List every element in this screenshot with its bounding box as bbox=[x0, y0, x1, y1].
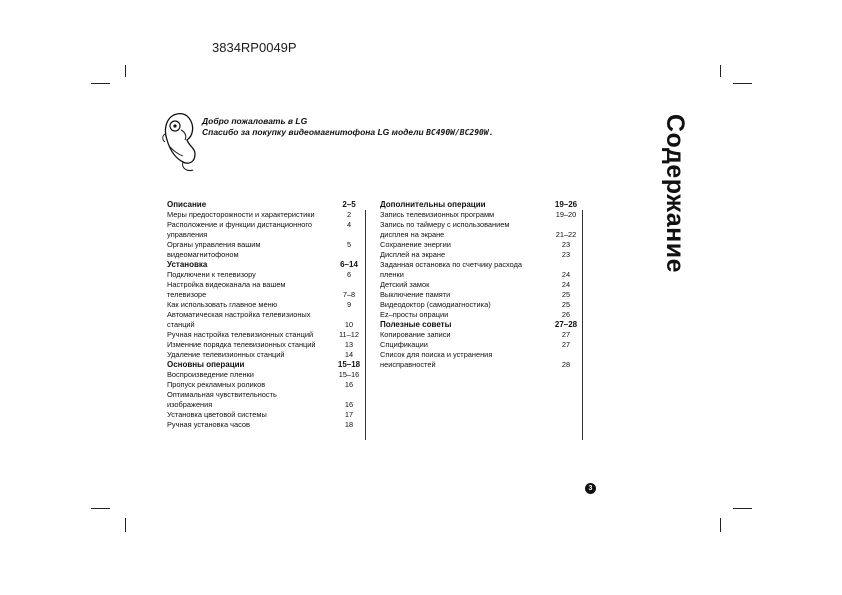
toc-page-number: 23 bbox=[561, 240, 571, 249]
toc-entry-title: Как использовать главное меню bbox=[167, 300, 278, 309]
toc-entry bbox=[380, 360, 580, 370]
toc-entry bbox=[167, 400, 362, 410]
toc-entry bbox=[167, 330, 362, 340]
toc-page-number: 19–20 bbox=[555, 210, 577, 219]
toc-page-number: 15–16 bbox=[338, 370, 360, 379]
toc-page-number: 7–8 bbox=[342, 290, 356, 299]
toc-page-number: 25 bbox=[561, 300, 571, 309]
toc-entry bbox=[380, 220, 580, 230]
toc-page-number: 9 bbox=[346, 300, 352, 309]
toc-entry-title: Заданная остановка по счетчику расхода bbox=[380, 260, 523, 269]
crop-mark-tl-h bbox=[91, 83, 110, 84]
welcome-line: Добро пожаловать в LG bbox=[202, 116, 308, 126]
toc-page-number: 6 bbox=[346, 270, 352, 279]
toc-entry-title: Воспроизведение пленки bbox=[167, 370, 254, 379]
toc-entry-title: изображения bbox=[167, 400, 213, 409]
toc-entry bbox=[167, 340, 362, 350]
toc-entry bbox=[167, 350, 362, 360]
toc-section-heading bbox=[380, 320, 580, 330]
toc-page-number: 15–18 bbox=[337, 360, 361, 369]
toc-entry-title: Видеодоктор (самодиагностика) bbox=[380, 300, 491, 309]
toc-page-number: 23 bbox=[561, 250, 571, 259]
toc-entry-title: Список для поиска и устранения bbox=[380, 350, 493, 359]
toc-entry bbox=[167, 210, 362, 220]
toc-entry-title: Установка bbox=[167, 260, 208, 269]
toc-entry-title: Ручная настройка телевизионных станций bbox=[167, 330, 314, 339]
toc-page-number: 27 bbox=[561, 340, 571, 349]
toc-entry bbox=[380, 340, 580, 350]
toc-entry bbox=[380, 230, 580, 240]
toc-entry-title: пленки bbox=[380, 270, 404, 279]
toc-entry-title: Запись по таймеру с использованием bbox=[380, 220, 510, 229]
toc-page-number: 17 bbox=[344, 410, 354, 419]
toc-entry-title: дисплея на экране bbox=[380, 230, 445, 239]
page-number-badge: 3 bbox=[585, 483, 596, 494]
toc-right-column bbox=[380, 200, 580, 370]
toc-entry bbox=[167, 240, 362, 250]
crop-mark-tr-h bbox=[733, 83, 752, 84]
toc-entry bbox=[167, 390, 362, 400]
toc-section-heading bbox=[167, 360, 362, 370]
toc-entry-title: Расположение и функции дистанционного bbox=[167, 220, 313, 229]
toc-page-number: 27 bbox=[561, 330, 571, 339]
toc-entry-title: Подключени к телевизору bbox=[167, 270, 256, 279]
toc-entry bbox=[167, 410, 362, 420]
toc-entry-title: станций bbox=[167, 320, 195, 329]
toc-entry-title: Пропуск рекламных роликов bbox=[167, 380, 266, 389]
crop-mark-tl-v bbox=[125, 65, 126, 77]
crop-mark-bl-v bbox=[125, 518, 126, 532]
toc-page-number: 16 bbox=[344, 380, 354, 389]
toc-page-number: 25 bbox=[561, 290, 571, 299]
toc-page-number: 16 bbox=[344, 400, 354, 409]
toc-entry bbox=[167, 320, 362, 330]
crop-mark-br-h bbox=[733, 508, 752, 509]
toc-entry bbox=[380, 300, 580, 310]
toc-entry bbox=[380, 290, 580, 300]
toc-page-number: 28 bbox=[561, 360, 571, 369]
toc-entry-title: Основны операции bbox=[167, 360, 245, 369]
thanks-text: Спасибо за покупку видеомагнитофона LG модели bbox=[202, 127, 427, 137]
toc-entry-title: Изменние порядка телевизионных станций bbox=[167, 340, 316, 349]
crop-mark-tr-v bbox=[720, 65, 721, 77]
toc-entry bbox=[380, 350, 580, 360]
side-title: Содержание bbox=[661, 114, 689, 274]
toc-entry-title: Настройка видеоканала на вашем bbox=[167, 280, 286, 289]
toc-entry bbox=[167, 270, 362, 280]
toc-page-number: 5 bbox=[346, 240, 352, 249]
toc-entry bbox=[380, 330, 580, 340]
toc-entry bbox=[167, 310, 362, 320]
toc-entry bbox=[167, 220, 362, 230]
toc-section-heading bbox=[380, 200, 580, 210]
toc-left-column bbox=[167, 200, 362, 430]
crop-mark-br-v bbox=[720, 518, 721, 532]
toc-entry bbox=[167, 420, 362, 430]
toc-entry-title: Меры предосторожности и характеристики bbox=[167, 210, 315, 219]
toc-page-number: 18 bbox=[344, 420, 354, 429]
toc-entry-title: Ручная установка часов bbox=[167, 420, 250, 429]
toc-page-number: 13 bbox=[344, 340, 354, 349]
toc-entry-title: неисправностей bbox=[380, 360, 436, 369]
toc-entry bbox=[167, 250, 362, 260]
toc-entry bbox=[380, 240, 580, 250]
toc-entry-title: Детский замок bbox=[380, 280, 430, 289]
toc-page-number: 19–26 bbox=[554, 200, 578, 209]
toc-entry-title: Ez–просты опрации bbox=[380, 310, 449, 319]
toc-entry-title: Дисплей на экране bbox=[380, 250, 446, 259]
toc-entry bbox=[167, 370, 362, 380]
toc-entry bbox=[167, 290, 362, 300]
model-number: BC490W/BC290W. bbox=[426, 128, 494, 137]
toc-entry-title: видеомагнитофоном bbox=[167, 250, 239, 259]
toc-section-heading bbox=[167, 200, 362, 210]
toc-entry-title: Органы управления вашим bbox=[167, 240, 261, 249]
toc-entry bbox=[380, 280, 580, 290]
toc-entry-title: Автоматическая настройка телевизионых bbox=[167, 310, 311, 319]
toc-section-heading bbox=[167, 260, 362, 270]
toc-entry-title: Оптимальная чувствительность bbox=[167, 390, 277, 399]
toc-entry-title: Сохранение энергии bbox=[380, 240, 451, 249]
toc-page-number: 24 bbox=[561, 280, 571, 289]
toc-entry-title: Дополнительны операции bbox=[380, 200, 486, 209]
toc-entry bbox=[380, 260, 580, 270]
toc-entry bbox=[167, 230, 362, 240]
toc-entry bbox=[167, 380, 362, 390]
toc-page-number: 11–12 bbox=[338, 330, 359, 339]
thanks-line bbox=[202, 127, 494, 138]
toc-page-number: 24 bbox=[561, 270, 571, 279]
toc-entry-title: Удаление телевизионных станций bbox=[167, 350, 285, 359]
toc-page-number: 26 bbox=[561, 310, 571, 319]
toc-entry-title: Установка цветовой системы bbox=[167, 410, 267, 419]
toc-entry-title: управления bbox=[167, 230, 208, 239]
toc-entry-title: Спцификации bbox=[380, 340, 428, 349]
toc-entry-title: Запись телевизионных программ bbox=[380, 210, 495, 219]
toc-page-number: 4 bbox=[346, 220, 352, 229]
toc-page-number: 10 bbox=[344, 320, 354, 329]
toc-page-number: 27–28 bbox=[554, 320, 578, 329]
welcome-block bbox=[202, 116, 494, 138]
document-code: 3834RP0049P bbox=[212, 40, 297, 55]
crop-mark-bl-h bbox=[91, 508, 110, 509]
toc-entry-title: телевизоре bbox=[167, 290, 207, 299]
toc-entry-title: Полезные советы bbox=[380, 320, 452, 329]
toc-entry-title: Выключение памяти bbox=[380, 290, 451, 299]
toc-page-number: 6–14 bbox=[340, 260, 358, 269]
toc-page-number: 2 bbox=[346, 210, 352, 219]
toc-entry bbox=[380, 210, 580, 220]
toc-entry bbox=[380, 250, 580, 260]
toc-entry bbox=[167, 280, 362, 290]
toc-page-number: 14 bbox=[344, 350, 354, 359]
toc-page-number: 21–22 bbox=[555, 230, 577, 239]
toc-page-number: 2–5 bbox=[342, 200, 356, 209]
toc-entry bbox=[167, 300, 362, 310]
toc-entry bbox=[380, 310, 580, 320]
toc-entry bbox=[380, 270, 580, 280]
lg-mascot-icon bbox=[159, 110, 203, 174]
toc-entry-title: Описание bbox=[167, 200, 207, 209]
toc-entry-title: Копирование записи bbox=[380, 330, 451, 339]
